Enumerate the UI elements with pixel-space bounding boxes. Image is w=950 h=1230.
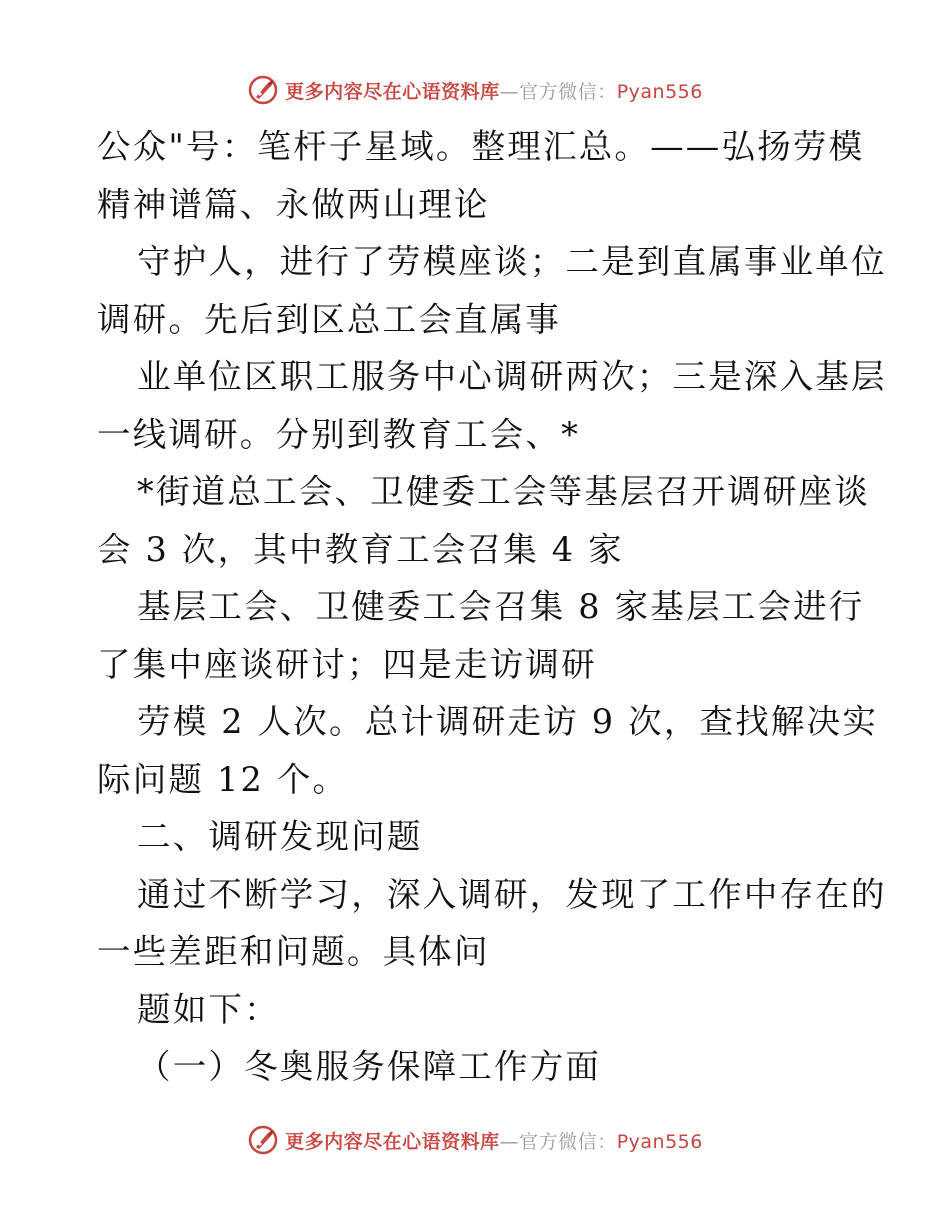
text-line: 精神谱篇、永做两山理论 xyxy=(97,184,490,224)
watermark-dash: — xyxy=(499,80,520,103)
text-line: 公众"号：笔杆子星域。整理汇总。——弘扬劳模 xyxy=(97,127,865,166)
text-line: *街道总工会、卫健委工会等基层召开调研座谈 xyxy=(137,472,870,511)
text-line: 劳模 2 人次。总计调研走访 9 次，查找解决实 xyxy=(137,702,879,741)
text-line: 调研。先后到区总工会直属事 xyxy=(97,299,562,339)
watermark-account: Pyan556 xyxy=(616,1130,703,1153)
subsection-heading: （一）冬奥服务保障工作方面 xyxy=(137,1047,602,1086)
text-line: 际问题 12 个。 xyxy=(97,759,349,799)
watermark-site: 更多内容尽在心语资料库 xyxy=(285,80,500,103)
pen-nib-logo-icon xyxy=(247,74,279,106)
watermark-dash: — xyxy=(499,1130,520,1153)
text-line: 一些差距和问题。具体问 xyxy=(97,932,490,971)
document-body xyxy=(97,118,887,1096)
header-watermark-banner xyxy=(0,70,950,110)
text-line: 通过不断学习，深入调研，发现了工作中存在的 xyxy=(137,874,887,914)
text-line: 题如下： xyxy=(137,989,280,1029)
watermark-account: Pyan556 xyxy=(616,80,703,103)
watermark-official: 官方微信： xyxy=(519,80,617,103)
text-line: 了集中座谈研讨；四是走访调研 xyxy=(97,644,597,684)
section-heading: 二、调研发现问题 xyxy=(137,817,423,856)
text-line: 基层工会、卫健委工会召集 8 家基层工会进行 xyxy=(137,587,865,626)
watermark-official: 官方微信： xyxy=(519,1130,617,1153)
text-line: 一线调研。分别到教育工会、* xyxy=(97,414,581,454)
text-line: 会 3 次，其中教育工会召集 4 家 xyxy=(97,529,624,569)
text-line: 业单位区职工服务中心调研两次；三是深入基层 xyxy=(137,357,887,396)
pen-nib-logo-icon xyxy=(247,1124,279,1156)
watermark-text xyxy=(285,77,703,104)
watermark-site: 更多内容尽在心语资料库 xyxy=(285,1130,500,1153)
footer-watermark-banner xyxy=(0,1120,950,1160)
text-line: 守护人，进行了劳模座谈；二是到直属事业单位 xyxy=(137,242,887,281)
watermark-text xyxy=(285,1127,703,1154)
